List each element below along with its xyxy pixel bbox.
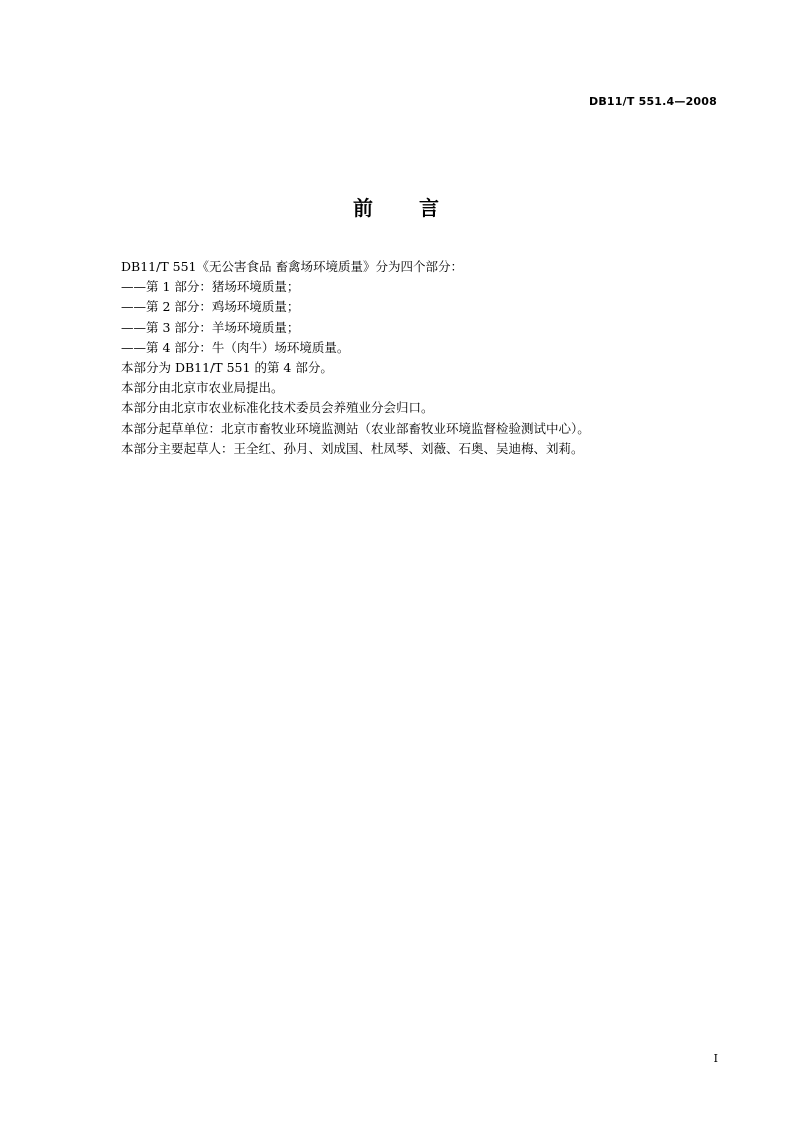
text-line: ——第 4 部分：牛（肉牛）场环境质量。	[121, 339, 350, 355]
text-line: 本部分主要起草人：王全红、孙月、刘成国、杜凤琴、刘薇、石奥、吴迪梅、刘莉。	[121, 440, 584, 456]
text-line: DB11/T 551《无公害食品 畜禽场环境质量》分为四个部分：	[121, 259, 463, 274]
foreword-body	[121, 257, 721, 459]
text-line: ——第 1 部分：猪场环境质量；	[121, 279, 300, 295]
title-char-2: 言	[419, 196, 439, 220]
text-line: ——第 2 部分：鸡场环境质量；	[121, 299, 300, 315]
text-line: 本部分起草单位：北京市畜牧业环境监测站（农业部畜牧业环境监督检验测试中心）。	[121, 420, 590, 436]
text-line: 本部分为 DB11/T 551 的第 4 部分。	[121, 360, 333, 376]
text-line: 本部分由北京市农业标准化技术委员会养殖业分会归口。	[121, 400, 434, 416]
title-char-1: 前	[353, 196, 373, 220]
text-line: 本部分由北京市农业局提出。	[121, 380, 284, 396]
text-line: ——第 3 部分：羊场环境质量；	[121, 319, 300, 335]
page-title	[0, 192, 792, 221]
page-number: I	[713, 1052, 718, 1065]
standard-number: DB11/T 551.4—2008	[589, 95, 717, 108]
